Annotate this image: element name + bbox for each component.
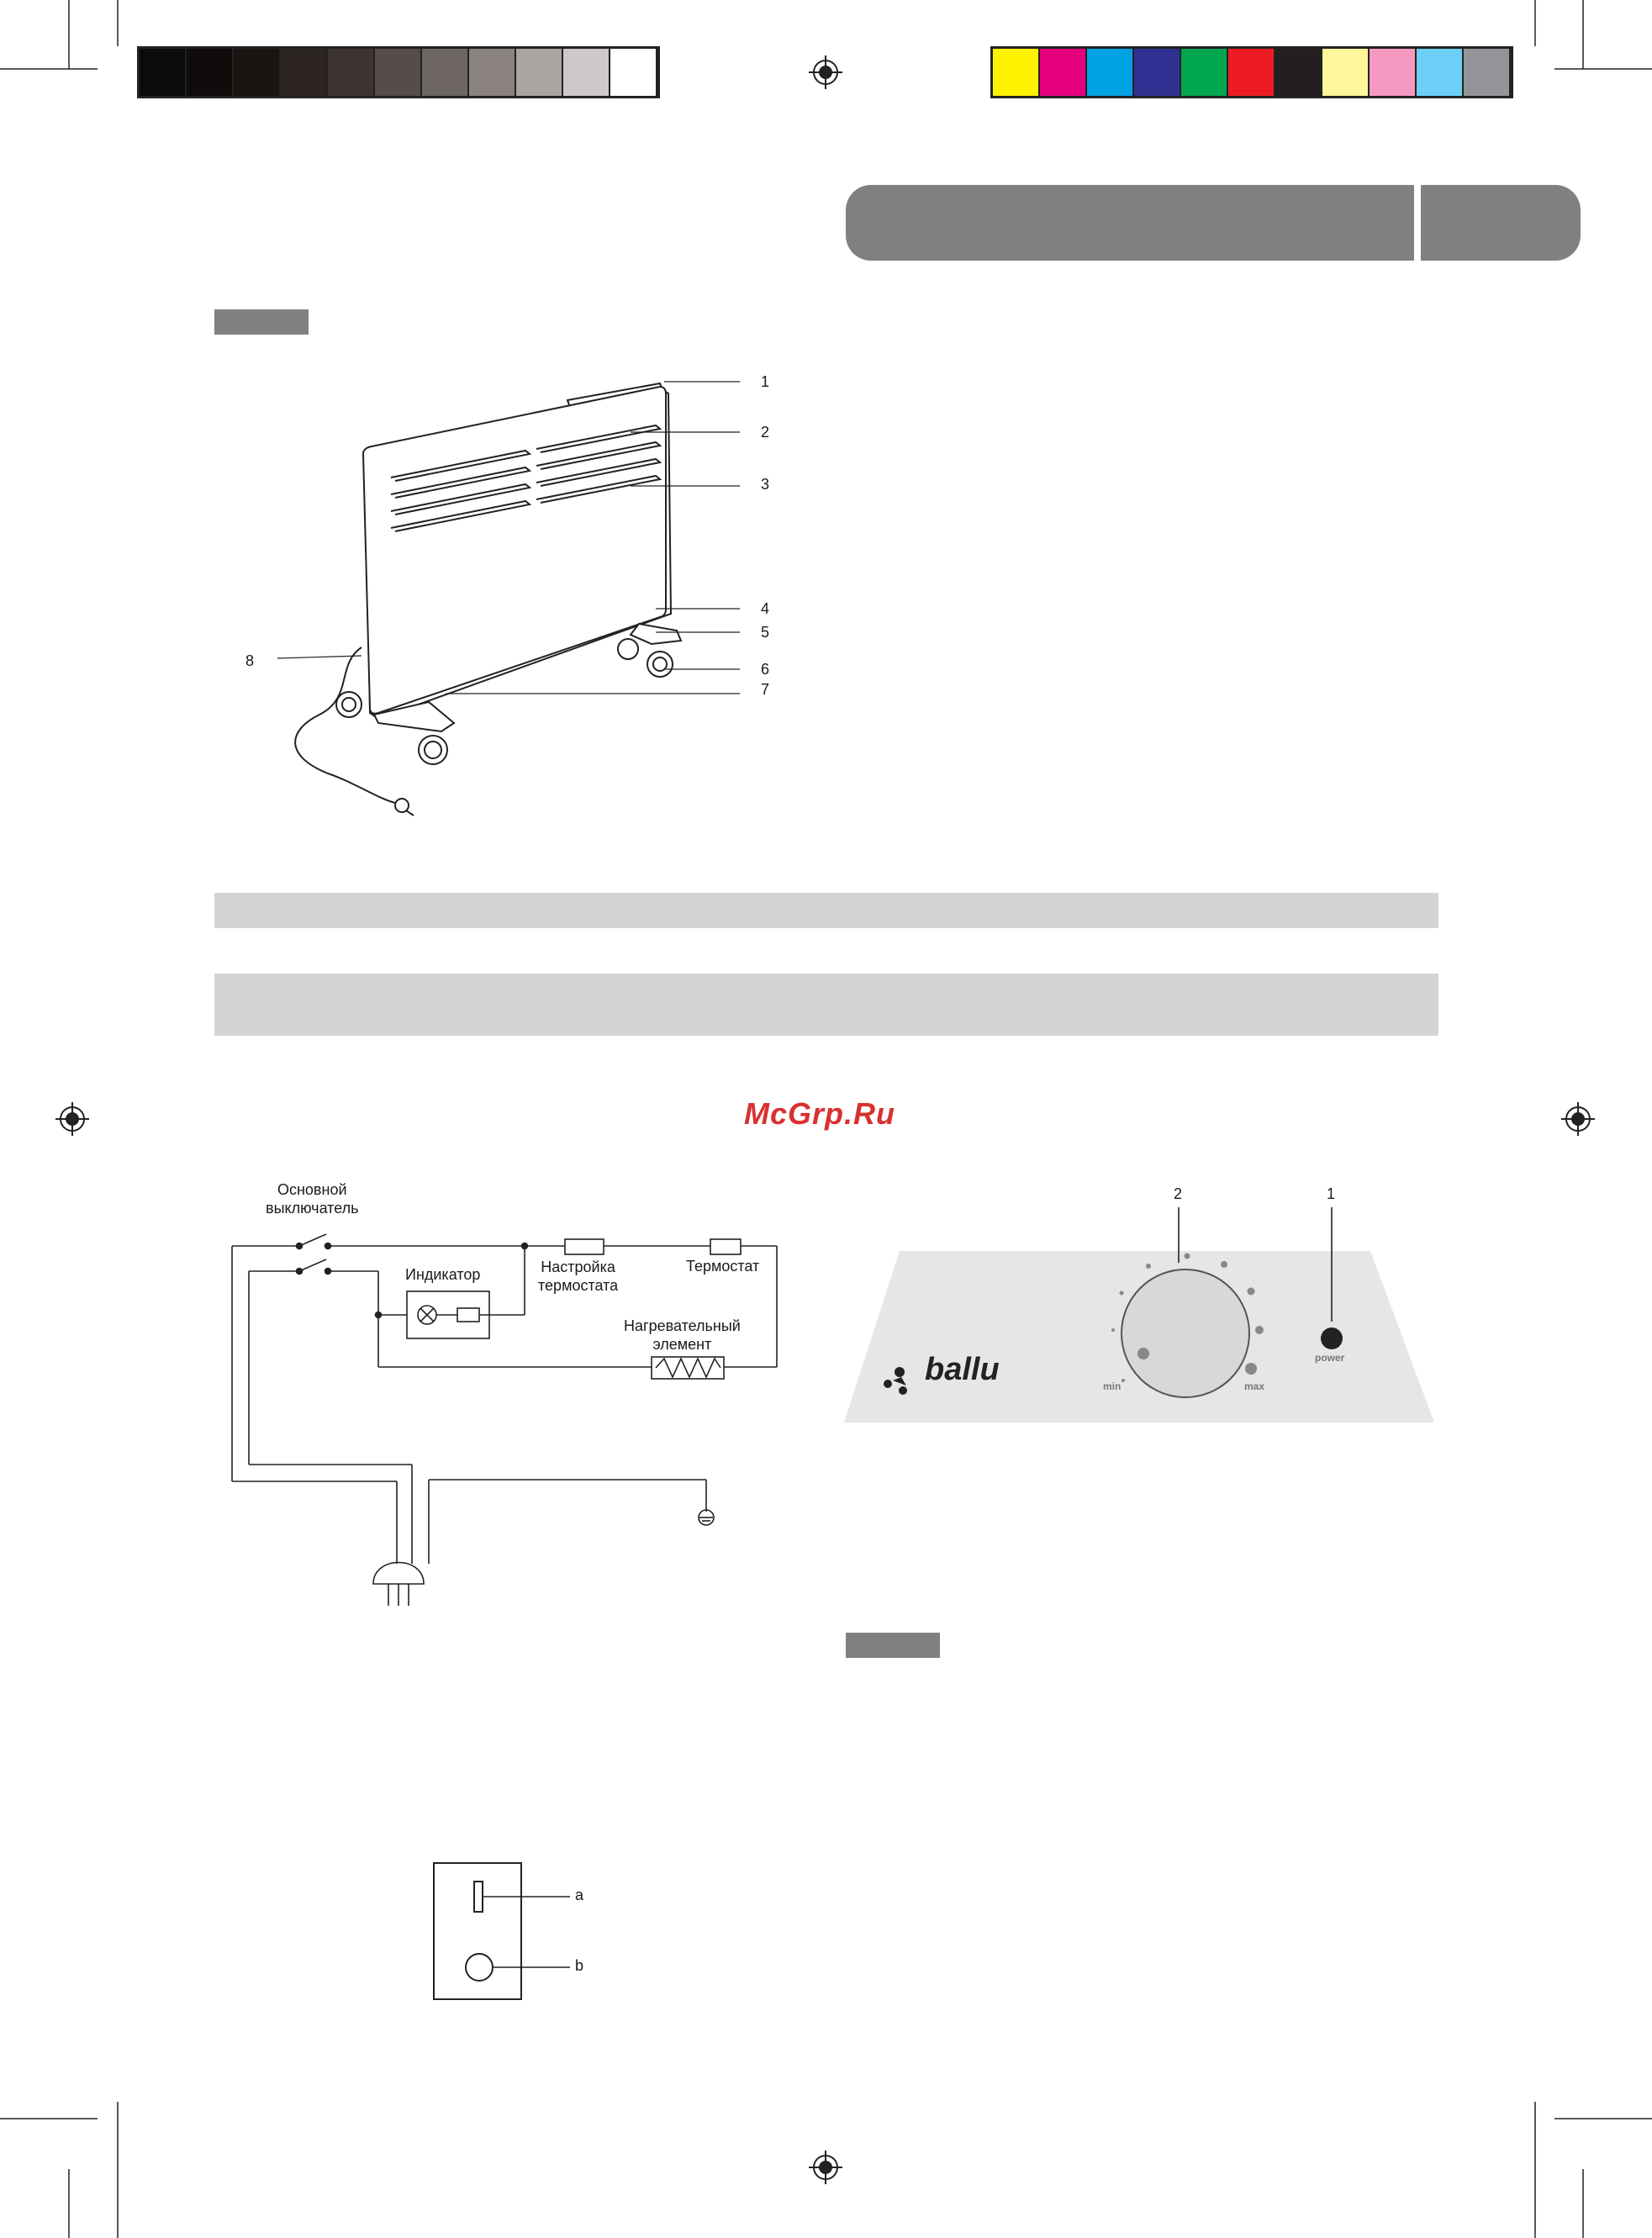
callout-thermostat: 2 (1174, 1185, 1183, 1202)
callout-4: 4 (761, 600, 770, 617)
label-a: a (575, 1887, 584, 1903)
thermostat-knob (1122, 1269, 1249, 1397)
callout-6: 6 (761, 661, 770, 678)
min-label: min (1103, 1380, 1122, 1392)
watermark: McGrp.Ru (744, 1096, 896, 1131)
callout-5: 5 (761, 624, 770, 641)
label-thermostat: Термостат (686, 1258, 760, 1275)
power-button (1321, 1327, 1343, 1349)
header-bar-divider (1414, 185, 1421, 261)
callout-3: 3 (761, 476, 770, 493)
label-heating-element: Нагревательный элемент (624, 1317, 741, 1353)
registration-mark-top (809, 55, 842, 89)
callout-7: 7 (761, 681, 770, 698)
indicator-button (466, 1954, 493, 1981)
indicator-slot (474, 1882, 483, 1912)
power-label: power (1315, 1352, 1345, 1364)
callout-1: 1 (761, 373, 770, 390)
label-main-switch: Основной выключатель (266, 1181, 359, 1217)
callout-power: 1 (1327, 1185, 1336, 1202)
registration-mark-right (1561, 1102, 1595, 1136)
max-label: max (1244, 1380, 1265, 1392)
label-b: b (575, 1957, 584, 1974)
registration-mark-bottom (809, 2151, 842, 2184)
header-bar (846, 185, 1581, 261)
section-band-2 (214, 974, 1438, 1036)
registration-mark-left (55, 1102, 89, 1136)
figure-tag-2 (846, 1633, 940, 1658)
brand-logo: ballu (925, 1352, 1000, 1387)
callout-8: 8 (245, 652, 255, 669)
label-indicator: Индикатор (405, 1266, 481, 1283)
indicator-diagram (432, 1861, 609, 2004)
label-thermostat-setting: Настройка термостата (538, 1259, 619, 1294)
control-panel (841, 1185, 1446, 1429)
figure-tag-1 (214, 309, 309, 335)
heater-illustration (235, 362, 807, 832)
callout-2: 2 (761, 424, 770, 441)
section-band-1 (214, 893, 1438, 928)
